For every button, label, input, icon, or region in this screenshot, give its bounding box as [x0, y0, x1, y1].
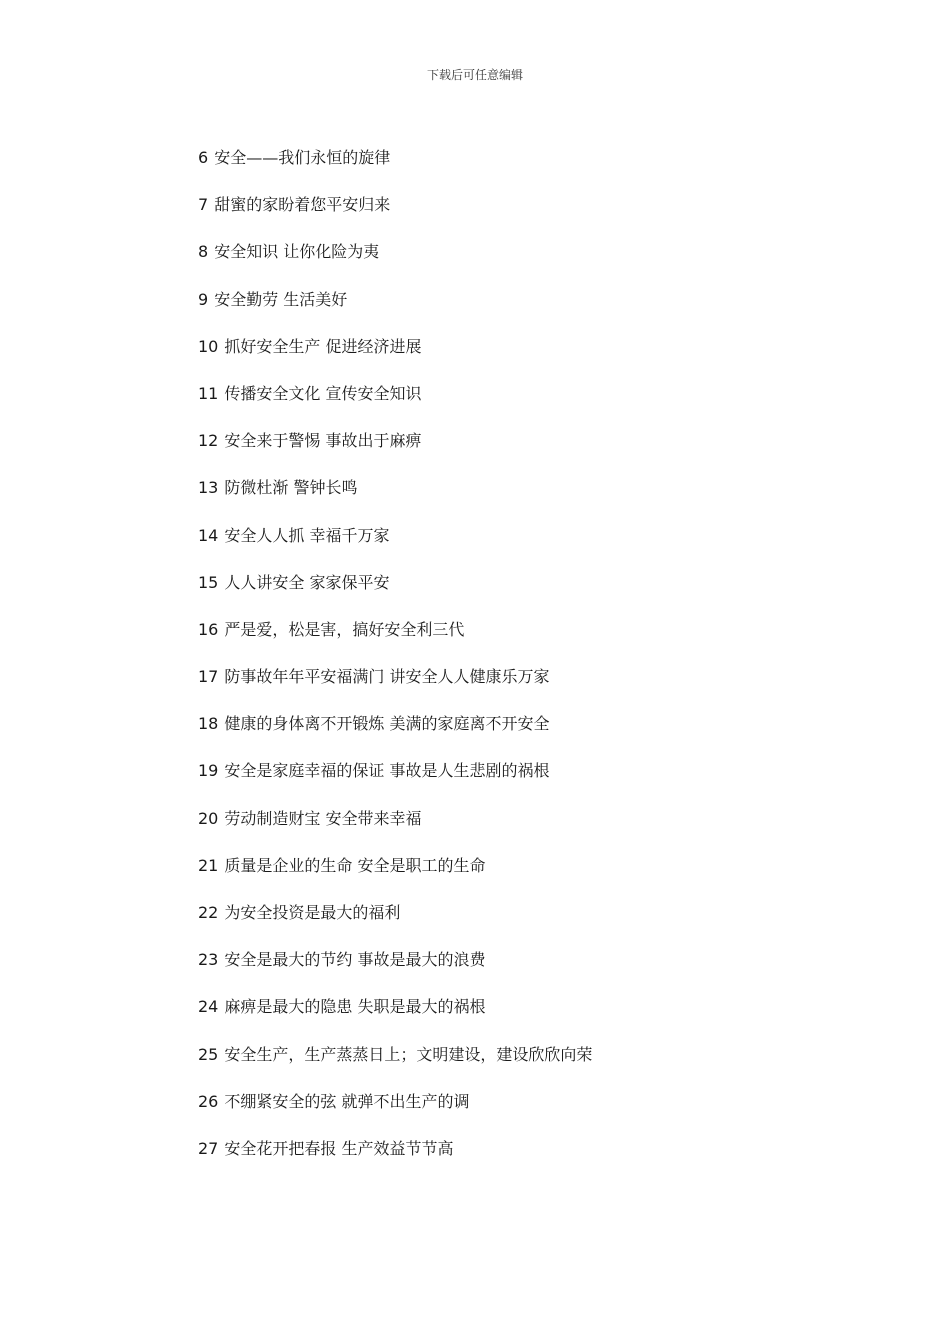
slogan-number: 18	[198, 714, 219, 734]
list-item	[198, 147, 592, 194]
slogan-number: 13	[198, 478, 219, 498]
slogan-text: 甜蜜的家盼着您平安归来	[214, 195, 391, 215]
slogan-number: 27	[198, 1138, 219, 1158]
list-item	[198, 760, 592, 807]
slogan-number: 20	[198, 808, 219, 828]
slogan-text: 质量是企业的生命 安全是职工的生命	[224, 855, 486, 875]
list-item	[198, 430, 592, 477]
list-item	[198, 289, 592, 336]
slogan-number: 14	[198, 525, 219, 545]
slogan-number: 22	[198, 903, 219, 922]
list-item	[198, 949, 592, 996]
list-item	[198, 619, 592, 666]
slogan-text: 防微杜渐 警钟长鸣	[224, 478, 358, 498]
slogan-number: 8	[198, 242, 209, 262]
list-item	[198, 383, 592, 430]
slogan-text: 安全知识 让你化险为夷	[214, 242, 380, 262]
slogan-number: 26	[198, 1091, 219, 1111]
slogan-text: 安全是家庭幸福的保证 事故是人生悲剧的祸根	[224, 761, 550, 781]
slogan-text: 安全生产，生产蒸蒸日上；文明建设，建设欣欣向荣	[224, 1044, 593, 1064]
slogan-text: 安全是最大的节约 事故是最大的浪费	[224, 950, 486, 970]
slogan-text: 安全人人抓 幸福千万家	[224, 525, 390, 545]
list-item	[198, 855, 592, 902]
list-item	[198, 713, 592, 760]
slogan-number: 6	[198, 148, 209, 167]
slogan-text: 劳动制造财宝 安全带来幸福	[224, 808, 422, 828]
slogan-text: 安全——我们永恒的旋律	[214, 148, 391, 167]
slogan-list	[198, 147, 592, 1185]
slogan-number: 17	[198, 667, 219, 687]
slogan-text: 健康的身体离不开锻炼 美满的家庭离不开安全	[224, 714, 550, 734]
slogan-text: 安全勤劳 生活美好	[214, 289, 348, 309]
list-item	[198, 1138, 592, 1185]
slogan-text: 安全花开把春报 生产效益节节高	[224, 1138, 454, 1158]
slogan-number: 21	[198, 855, 219, 875]
slogan-text: 不绷紧安全的弦 就弹不出生产的调	[224, 1091, 470, 1111]
slogan-text: 安全来于警惕 事故出于麻痹	[224, 431, 422, 451]
slogan-number: 12	[198, 431, 219, 451]
slogan-number: 19	[198, 761, 219, 781]
slogan-number: 9	[198, 289, 209, 309]
page-header: 下载后可任意编辑	[426, 68, 523, 82]
list-item	[198, 477, 592, 524]
list-item	[198, 902, 592, 949]
slogan-text: 防事故年年平安福满门 讲安全人人健康乐万家	[224, 667, 550, 687]
slogan-number: 23	[198, 950, 219, 970]
slogan-number: 24	[198, 997, 219, 1017]
list-item	[198, 808, 592, 855]
slogan-number: 11	[198, 383, 219, 403]
slogan-text: 人人讲安全 家家保平安	[224, 572, 390, 592]
slogan-number: 25	[198, 1044, 219, 1064]
slogan-number: 7	[198, 195, 209, 215]
list-item	[198, 336, 592, 383]
slogan-number: 15	[198, 572, 219, 592]
list-item	[198, 666, 592, 713]
slogan-number: 10	[198, 336, 219, 356]
slogan-text: 严是爱，松是害，搞好安全利三代	[224, 619, 465, 639]
list-item	[198, 1044, 592, 1091]
slogan-number: 16	[198, 619, 219, 639]
list-item	[198, 996, 592, 1043]
list-item	[198, 194, 592, 241]
slogan-text: 麻痹是最大的隐患 失职是最大的祸根	[224, 997, 486, 1017]
slogan-text: 传播安全文化 宣传安全知识	[224, 383, 422, 403]
list-item	[198, 241, 592, 288]
slogan-text: 抓好安全生产 促进经济进展	[224, 336, 422, 356]
list-item	[198, 1091, 592, 1138]
list-item	[198, 525, 592, 572]
slogan-text: 为安全投资是最大的福利	[224, 903, 401, 922]
list-item	[198, 572, 592, 619]
